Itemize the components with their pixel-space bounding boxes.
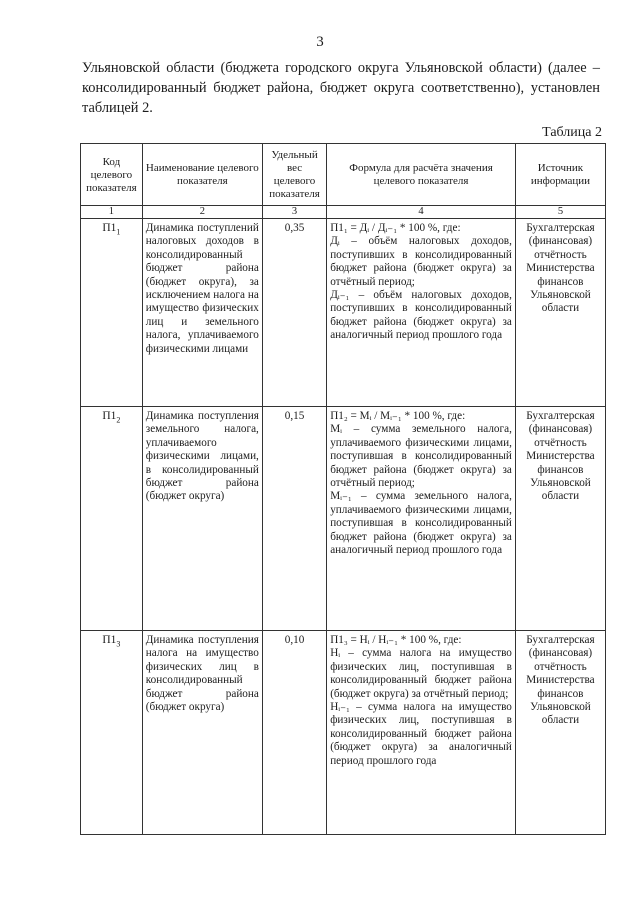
formula-line: Дᵢ – объём налоговых доходов, поступивших в консолидированный бюджет района (бюджет округа) за отчётный период; xyxy=(330,235,512,288)
indicator-weight: 0,10 xyxy=(262,631,326,835)
indicator-name: Динамика поступлений налоговых доходов в консолидированный бюджет района (бюджет округа), за исключением налога на имущество физических лиц и земельного налога, уплачиваемого физическими лицами xyxy=(142,219,262,407)
indicator-code xyxy=(81,219,143,407)
column-number: 4 xyxy=(327,206,516,219)
header-formula: Формула для расчёта значения целевого показателя xyxy=(327,144,516,206)
formula-line: П1₁ = Дᵢ / Дᵢ₋₁ * 100 %, где: xyxy=(330,222,461,234)
indicator-formula xyxy=(327,407,516,631)
indicator-formula xyxy=(327,219,516,407)
indicator-code xyxy=(81,631,143,835)
header-source: Источник информации xyxy=(515,144,605,206)
indicator-code-subscript: 3 xyxy=(116,639,121,649)
table-row xyxy=(81,631,606,835)
column-number: 3 xyxy=(262,206,326,219)
indicator-formula xyxy=(327,631,516,835)
intro-paragraph: Ульяновской области (бюджета городского округа Ульяновской области) (далее – консолидированный бюджет района, бюджет округа соответственно), установлен таблицей 2. xyxy=(82,60,600,116)
indicator-source: Бухгалтерская (финансовая) отчётность Министерства финансов Ульяновской области xyxy=(515,631,605,835)
table-row xyxy=(81,407,606,631)
formula-line: П1₂ = Мᵢ / Мᵢ₋₁ * 100 %, где: xyxy=(330,410,466,422)
indicators-table xyxy=(80,143,606,835)
page-number: 3 xyxy=(316,34,324,50)
indicator-code xyxy=(81,407,143,631)
indicator-weight: 0,15 xyxy=(262,407,326,631)
formula-line: Мᵢ – сумма земельного налога, уплачиваемого физическими лицами, поступившая в консолидированный бюджет района (бюджет округа) за отчётный период; xyxy=(330,423,512,490)
header-name: Наименование целевого показателя xyxy=(142,144,262,206)
indicator-code-subscript: 1 xyxy=(116,227,121,237)
table-header-row xyxy=(81,144,606,206)
indicator-source: Бухгалтерская (финансовая) отчётность Министерства финансов Ульяновской области xyxy=(515,219,605,407)
formula-line: Нᵢ₋₁ – сумма налога на имущество физических лиц, поступившая в консолидированный бюджет района (бюджет округа) за аналогичный период прошлого года xyxy=(330,701,512,767)
column-number: 1 xyxy=(81,206,143,219)
column-number: 2 xyxy=(142,206,262,219)
table-row xyxy=(81,219,606,407)
formula-line: Мᵢ₋₁ – сумма земельного налога, уплачиваемого физическими лицами, поступившая в консолидированный бюджет района (бюджет округа) за аналогичный период прошлого года xyxy=(330,490,512,557)
indicator-name: Динамика поступления налога на имущество физических лиц в консолидированный бюджет района (бюджет округа) xyxy=(142,631,262,835)
indicator-code-text: П1 xyxy=(102,222,117,234)
header-code: Код целевого показателя xyxy=(81,144,143,206)
indicator-source: Бухгалтерская (финансовая) отчётность Министерства финансов Ульяновской области xyxy=(515,407,605,631)
formula-line: П1₃ = Нᵢ / Нᵢ₋₁ * 100 %, где: xyxy=(330,634,462,646)
indicator-code-text: П1 xyxy=(102,634,117,646)
formula-line: Дᵢ₋₁ – объём налоговых доходов, поступивших в консолидированный бюджет района (бюджет округа) за аналогичный период прошлого года xyxy=(330,289,512,342)
header-weight: Удельный вес целевого показателя xyxy=(262,144,326,206)
indicator-weight: 0,35 xyxy=(262,219,326,407)
column-number-row xyxy=(81,206,606,219)
formula-line: Нᵢ – сумма налога на имущество физических лиц, поступившая в консолидированный бюджет района (бюджет округа) за отчётный период; xyxy=(330,647,512,700)
indicator-code-subscript: 2 xyxy=(116,415,121,425)
indicator-name: Динамика поступления земельного налога, уплачиваемого физическими лицами, в консолидированный бюджет района (бюджет округа) xyxy=(142,407,262,631)
table-caption: Таблица 2 xyxy=(542,125,602,140)
column-number: 5 xyxy=(515,206,605,219)
indicator-code-text: П1 xyxy=(102,410,117,422)
